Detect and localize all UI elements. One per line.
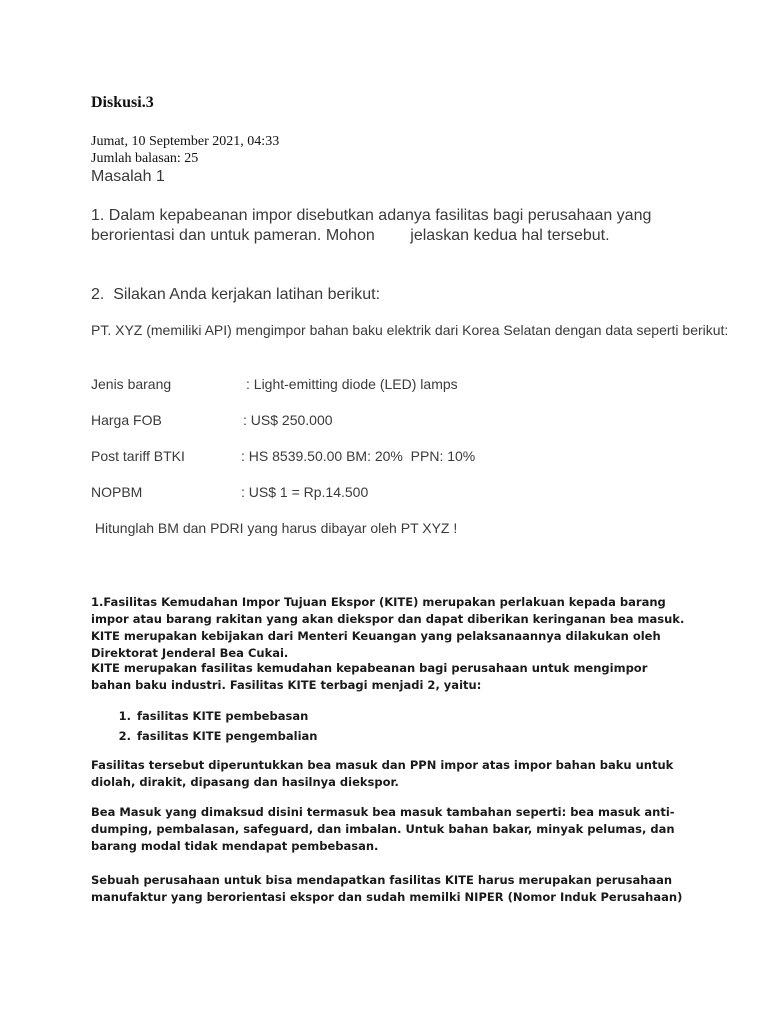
question-2: 2. Silakan Anda kerjakan latihan berikut: <box>91 286 381 303</box>
list-item: 1. fasilitas KITE pembebasan <box>135 708 691 725</box>
data-row-label: Harga FOB <box>91 412 162 428</box>
post-date: Jumat, 10 September 2021, 04:33 <box>91 134 280 149</box>
list-item: 2. fasilitas KITE pengembalian <box>135 728 691 745</box>
answer-paragraph-4: Bea Masuk yang dimaksud disini termasuk bea masuk tambahan seperti: bea masuk anti-dumping, pembalasan, safeguard, dan imbalan. Untuk bahan bakar, minyak pelumas, dan barang modal tidak mendapat pembebasan. <box>91 805 675 853</box>
data-row-value: : US$ 250.000 <box>243 412 333 428</box>
answer-paragraph-1: 1.Fasilitas Kemudahan Impor Tujuan Ekspor (KITE) merupakan perlakuan kepada barang impor atau barang rakitan yang akan diekspor dan dapat diberikan keringanan bea masuk. KITE merupakan kebijakan dari Menteri Keuangan yang pelaksanaannya dilakukan oleh Direktorat Jenderal Bea Cukai. <box>91 595 685 660</box>
data-row-value: : HS 8539.50.00 BM: 20% PPN: 10% <box>241 448 476 464</box>
answer-paragraph-2: KITE merupakan fasilitas kemudahan kepabeanan bagi perusahaan untuk mengimpor bahan baku industri. Fasilitas KITE terbagi menjadi 2, yaitu: <box>91 661 648 692</box>
exercise-instruction: Hitunglah BM dan PDRI yang harus dibayar oleh PT XYZ ! <box>91 520 458 536</box>
data-row-value: : Light-emitting diode (LED) lamps <box>246 376 458 392</box>
exercise-intro: PT. XYZ (memiliki API) mengimpor bahan baku elektrik dari Korea Selatan dengan data seperti berikut: <box>91 322 729 338</box>
answer-list <box>91 708 691 745</box>
data-row-label: Jenis barang <box>91 376 172 392</box>
question-1: 1. Dalam kepabeanan impor disebutkan adanya fasilitas bagi perusahaan yang berorientasi dan untuk pameran. Mohon jelaskan kedua hal tersebut. <box>91 207 656 244</box>
data-row-label: Post tariff BTKI <box>91 448 185 464</box>
question-heading: Masalah 1 <box>91 168 165 185</box>
data-row-label: NOPBM <box>91 484 143 500</box>
reply-count: Jumlah balasan: 25 <box>91 151 199 166</box>
answer-paragraph-3: Fasilitas tersebut diperuntukkan bea masuk dan PPN impor atas impor bahan baku untuk diolah, dirakit, dipasang dan hasilnya diekspor. <box>91 758 674 789</box>
kite-facility-list <box>91 708 691 745</box>
data-row-value: : US$ 1 = Rp.14.500 <box>241 484 369 500</box>
page-title: Diskusi.3 <box>91 94 154 111</box>
answer-paragraph-5: Sebuah perusahaan untuk bisa mendapatkan fasilitas KITE harus merupakan perusahaan manufaktur yang berorientasi ekspor dan sudah memilki NIPER (Nomor Induk Perusahaan) <box>91 873 683 904</box>
